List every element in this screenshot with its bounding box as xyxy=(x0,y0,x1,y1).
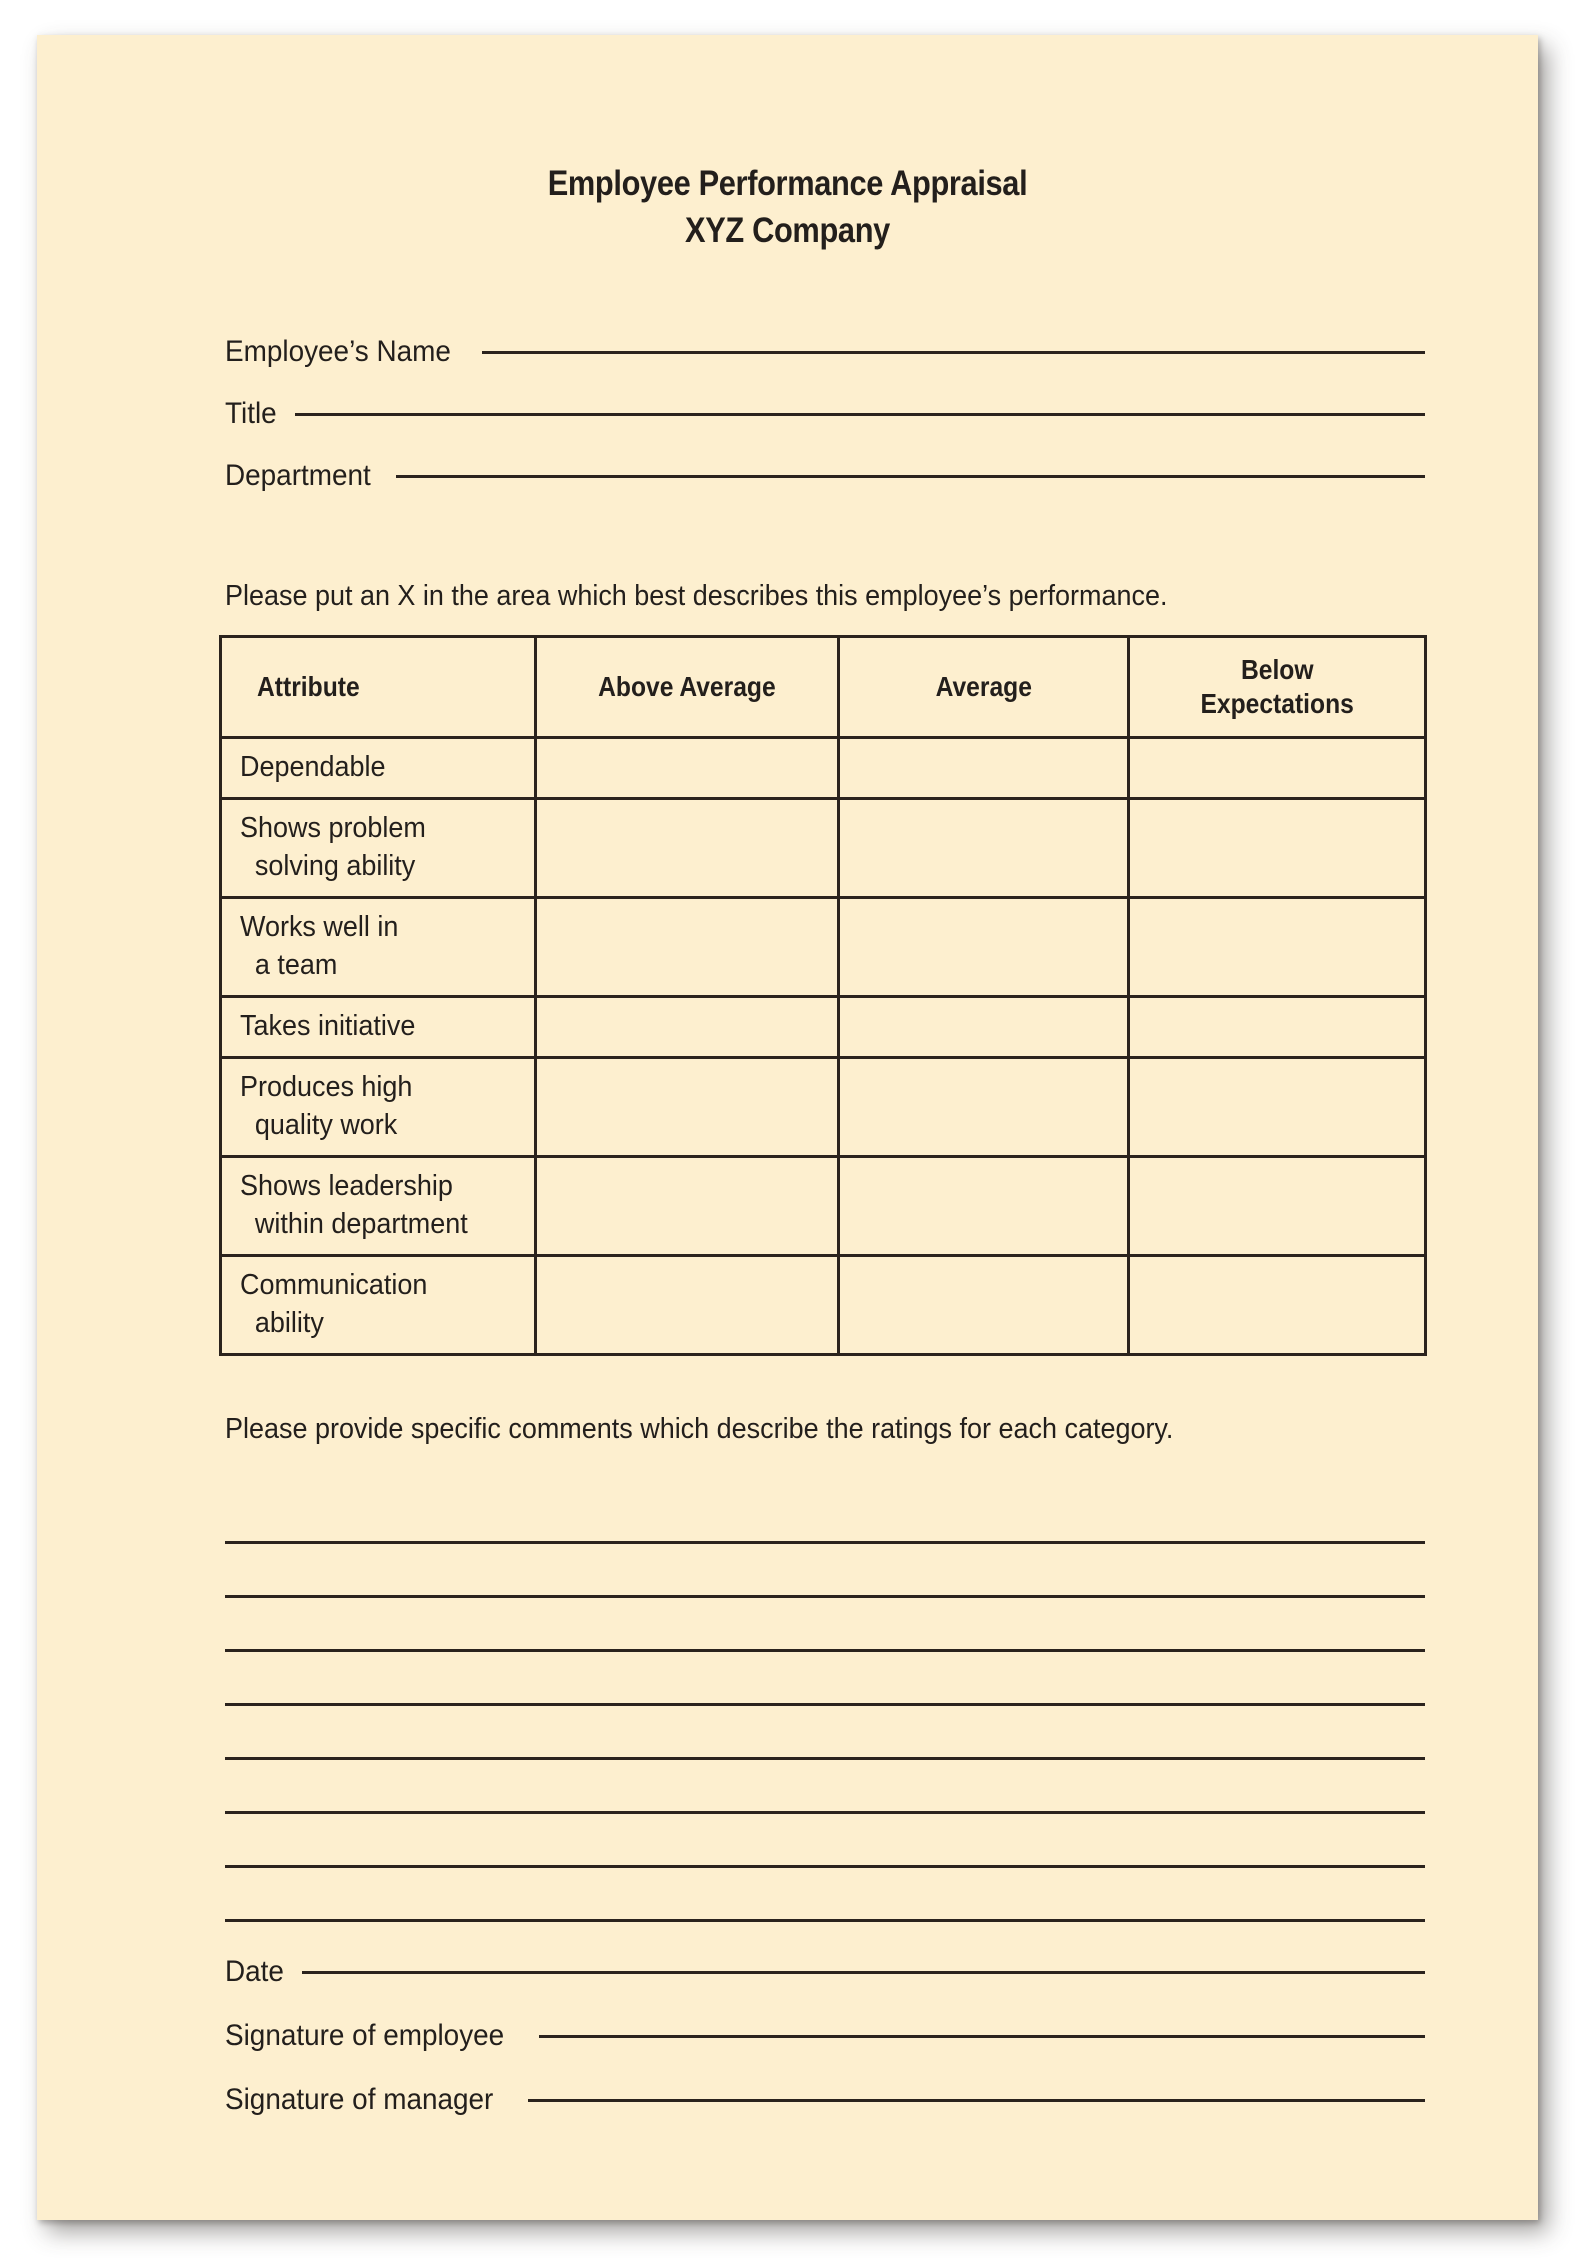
field-signature-employee[interactable] xyxy=(225,2019,1425,2052)
rating-cell-below-expectations-problem-solving[interactable] xyxy=(1129,799,1426,898)
rating-cell-average-quality-work[interactable] xyxy=(839,1058,1129,1157)
rating-cell-below-expectations-dependable[interactable] xyxy=(1129,738,1426,799)
rating-cell-below-expectations-leadership[interactable] xyxy=(1129,1157,1426,1256)
rating-cell-above-average-teamwork[interactable] xyxy=(536,898,839,997)
attribute-label-initiative: Takes initiative xyxy=(221,997,536,1058)
field-department[interactable] xyxy=(225,459,1425,492)
attribute-label-problem-solving: Shows problem solving ability xyxy=(221,799,536,898)
field-label-signature-manager: Signature of manager xyxy=(225,2083,494,2116)
rating-cell-above-average-initiative[interactable] xyxy=(536,997,839,1058)
rating-cell-above-average-communication[interactable] xyxy=(536,1256,839,1355)
field-rule-department[interactable] xyxy=(396,475,1425,478)
comments-instruction-text: Please provide specific comments which describe the ratings for each category. xyxy=(225,1413,1174,1445)
attribute-label-quality-work: Produces high quality work xyxy=(221,1058,536,1157)
attribute-label-leadership: Shows leadership within department xyxy=(221,1157,536,1256)
rating-cell-average-leadership[interactable] xyxy=(839,1157,1129,1256)
table-row xyxy=(221,799,1426,898)
attribute-label-teamwork: Works well in a team xyxy=(221,898,536,997)
comment-rule-8[interactable] xyxy=(225,1868,1425,1922)
table-row xyxy=(221,1058,1426,1157)
table-header-row xyxy=(221,637,1426,738)
field-label-department: Department xyxy=(225,459,371,492)
comment-rule-6[interactable] xyxy=(225,1760,1425,1814)
rating-cell-below-expectations-teamwork[interactable] xyxy=(1129,898,1426,997)
field-label-signature-employee: Signature of employee xyxy=(225,2019,505,2052)
table-row xyxy=(221,1157,1426,1256)
rating-cell-below-expectations-initiative[interactable] xyxy=(1129,997,1426,1058)
field-label-date: Date xyxy=(225,1955,284,1988)
page-title xyxy=(37,160,1538,254)
rating-cell-average-problem-solving[interactable] xyxy=(839,799,1129,898)
rating-table xyxy=(219,635,1427,1356)
field-date[interactable] xyxy=(225,1955,1425,1988)
rating-cell-above-average-problem-solving[interactable] xyxy=(536,799,839,898)
rating-instruction-text: Please put an X in the area which best describes this employee’s performance. xyxy=(225,580,1168,612)
field-label-title: Title xyxy=(225,397,277,430)
table-row xyxy=(221,1256,1426,1355)
rating-cell-below-expectations-quality-work[interactable] xyxy=(1129,1058,1426,1157)
rating-cell-above-average-leadership[interactable] xyxy=(536,1157,839,1256)
table-row xyxy=(221,738,1426,799)
field-rule-signature-manager[interactable] xyxy=(528,2099,1425,2102)
field-rule-date[interactable] xyxy=(302,1971,1425,1974)
comment-rule-1[interactable] xyxy=(225,1490,1425,1544)
comment-rule-3[interactable] xyxy=(225,1598,1425,1652)
comment-rule-7[interactable] xyxy=(225,1814,1425,1868)
field-title[interactable] xyxy=(225,397,1425,430)
field-rule-employee-name[interactable] xyxy=(482,351,1425,354)
rating-cell-average-dependable[interactable] xyxy=(839,738,1129,799)
field-rule-title[interactable] xyxy=(295,413,1425,416)
rating-cell-average-teamwork[interactable] xyxy=(839,898,1129,997)
column-header-above-average: Above Average xyxy=(536,637,839,738)
title-line-2: XYZ Company xyxy=(685,211,890,250)
comment-rule-5[interactable] xyxy=(225,1706,1425,1760)
column-header-average: Average xyxy=(839,637,1129,738)
rating-cell-below-expectations-communication[interactable] xyxy=(1129,1256,1426,1355)
field-rule-signature-employee[interactable] xyxy=(539,2035,1425,2038)
comment-rule-4[interactable] xyxy=(225,1652,1425,1706)
comment-rule-2[interactable] xyxy=(225,1544,1425,1598)
field-label-employee-name: Employee’s Name xyxy=(225,335,451,368)
comments-write-area[interactable] xyxy=(225,1490,1425,1922)
rating-cell-above-average-dependable[interactable] xyxy=(536,738,839,799)
column-header-attribute: Attribute xyxy=(221,637,536,738)
column-header-below-expectations: Below Expectations xyxy=(1129,637,1426,738)
rating-cell-average-communication[interactable] xyxy=(839,1256,1129,1355)
table-row xyxy=(221,997,1426,1058)
attribute-label-communication: Communication ability xyxy=(221,1256,536,1355)
rating-cell-average-initiative[interactable] xyxy=(839,997,1129,1058)
appraisal-form-page xyxy=(37,35,1538,2220)
title-line-1: Employee Performance Appraisal xyxy=(547,164,1028,203)
field-employee-name[interactable] xyxy=(225,335,1425,368)
field-signature-manager[interactable] xyxy=(225,2083,1425,2116)
table-row xyxy=(221,898,1426,997)
attribute-label-dependable: Dependable xyxy=(221,738,536,799)
rating-cell-above-average-quality-work[interactable] xyxy=(536,1058,839,1157)
